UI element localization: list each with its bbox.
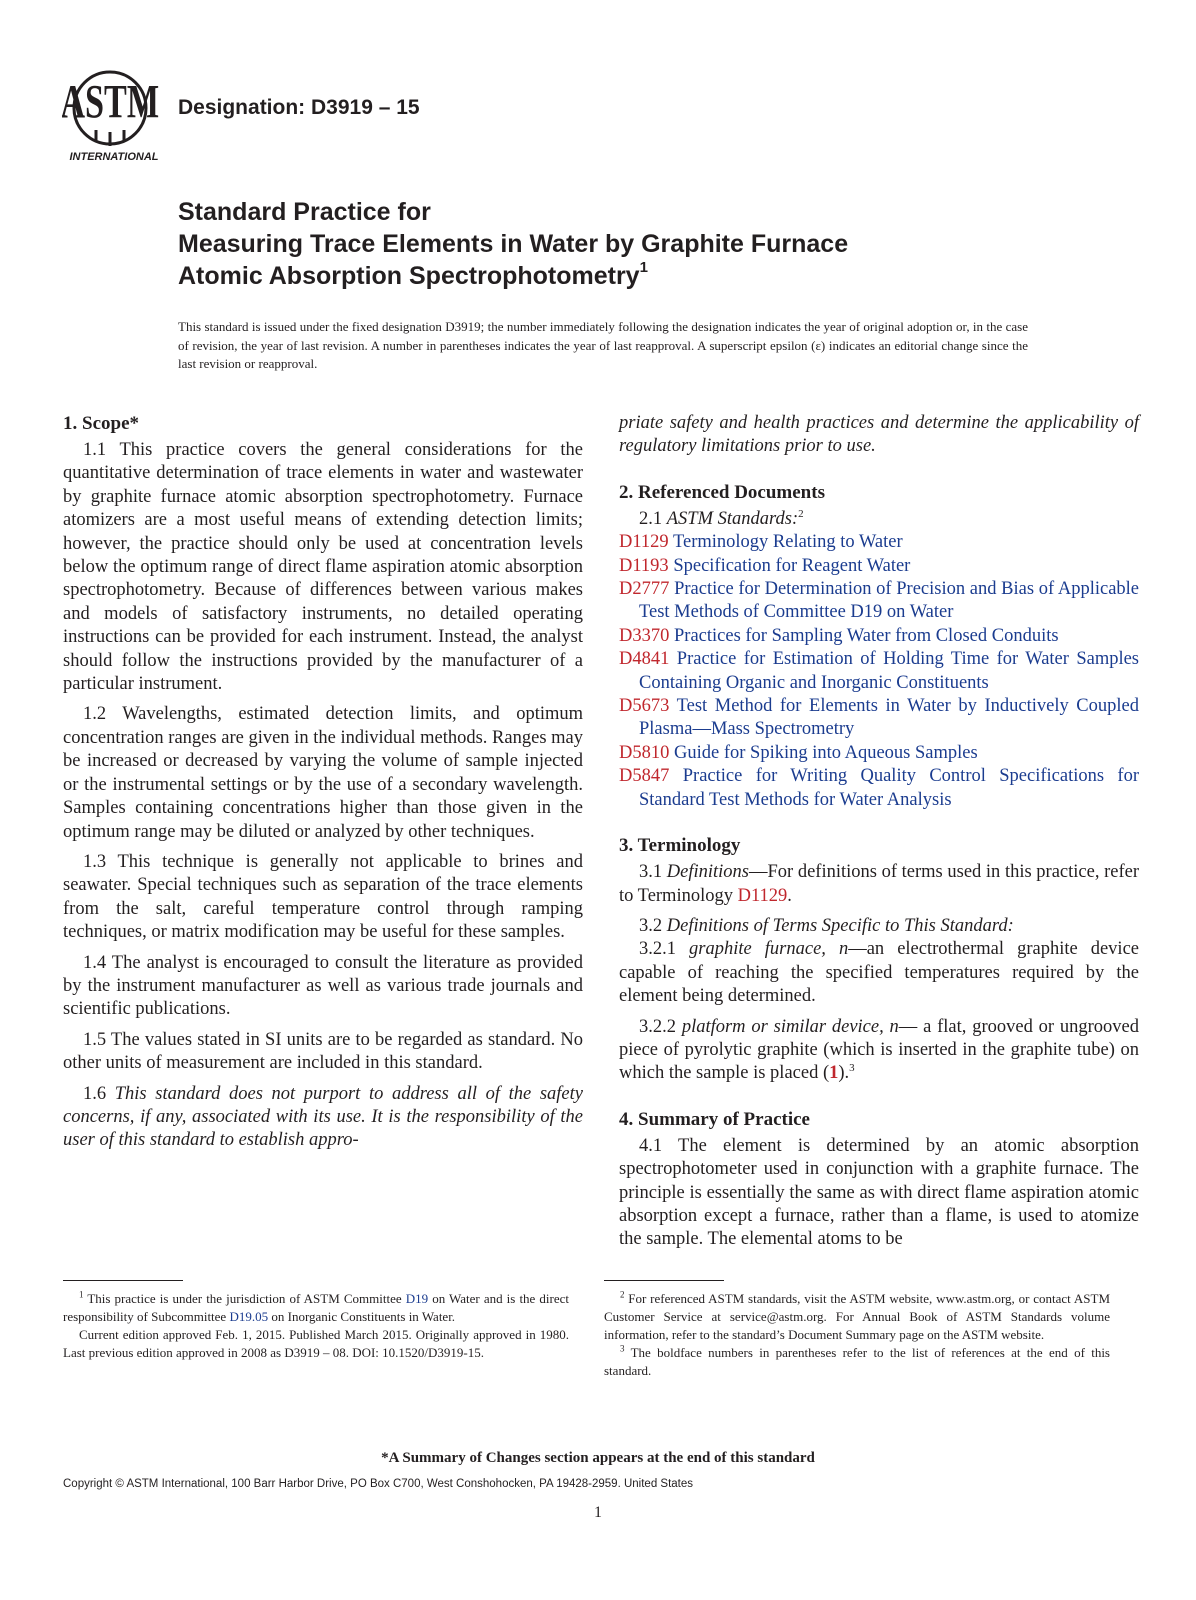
title-line-3: Atomic Absorption Spectrophotometry$^1$ xyxy=(178,259,648,290)
footnote-1: $^1$ This practice is under the jurisdiction of ASTM Committee D19 on Water and is the direct responsibility of Subcommittee D19.05 on Inorganic Constituents in Water. xyxy=(63,1289,569,1324)
title-line-1: Standard Practice for xyxy=(178,198,431,226)
reference-title-link[interactable]: Practices for Sampling Water from Closed Conduits xyxy=(674,625,1059,646)
title-footnote-mark[interactable]: 1 xyxy=(639,259,648,276)
reference-code-link[interactable]: D1193 xyxy=(619,555,669,576)
footnote-mark-2[interactable]: 2 xyxy=(798,507,804,520)
reference-code-link[interactable]: D5847 xyxy=(619,766,670,787)
section-3-heading: 3. Terminology xyxy=(619,835,741,857)
paragraph-1-4: 1.4 The analyst is encouraged to consult the literature as provided by the instrument manufacturer as well as various trade journals and scientific publications. xyxy=(63,952,583,1020)
left-column xyxy=(63,412,583,1153)
paragraph-1-3: 1.3 This technique is generally not applicable to brines and seawater. Special techniques such as separation of the trace elements from the salt, careful temperature control through ramping techniques, or matrix modification may be useful for these samples. xyxy=(63,851,583,943)
link-d1129[interactable]: D1129 xyxy=(737,885,788,906)
issue-note: This standard is issued under the fixed designation D3919; the number immediately following the designation indicates the year of original adoption or, in the case of revision, the year of last revision. A number in parentheses indicates the year of last reapproval. A superscript epsilon (ε) indicates an editorial change since the last revision or reapproval. xyxy=(178,319,1028,371)
document-title xyxy=(178,196,848,292)
footnote-mark-3[interactable]: 3 xyxy=(849,1062,855,1075)
paragraph-1-6-continued: priate safety and health practices and determine the applicability of regulatory limitations prior to use. xyxy=(619,413,1139,457)
paragraph-3-2-1: 3.2.1 graphite furnace, n—an electrothermal graphite device capable of reaching the specified temperatures required by the element being determined. xyxy=(619,939,1139,1007)
footnote-rule-right xyxy=(604,1280,724,1281)
right-column xyxy=(619,412,1139,1252)
reference-code-link[interactable]: D5810 xyxy=(619,742,670,763)
paragraph-2-1: 2.1 ASTM Standards:$^2$ xyxy=(639,507,804,529)
reference-title-link[interactable]: Practice for Determination of Precision and Bias of Applicable Test Methods of Committee D19 on Water xyxy=(639,579,1140,623)
paragraph-1-5: 1.5 The values stated in SI units are to be regarded as standard. No other units of measurement are included in this standard. xyxy=(63,1029,583,1074)
footnote-1-edition: Current edition approved Feb. 1, 2015. Published March 2015. Originally approved in 1980. Last previous edition approved in 2008 as D3919 – 08. DOI: 10.1520/D3919-15. xyxy=(63,1327,569,1360)
reference-list xyxy=(619,531,1139,812)
reference-code-link[interactable]: D4841 xyxy=(619,649,670,670)
title-line-2: Measuring Trace Elements in Water by Graphite Furnace xyxy=(178,230,849,258)
reference-item xyxy=(619,555,1139,578)
paragraph-3-2: 3.2 Definitions of Terms Specific to This Standard: xyxy=(639,915,1014,936)
reference-title-link[interactable]: Test Method for Elements in Water by Inductively Coupled Plasma—Mass Spectrometry xyxy=(639,696,1139,740)
designation: Designation: D3919 – 15 xyxy=(178,96,420,119)
reference-item xyxy=(619,695,1139,742)
page-number: 1 xyxy=(594,1504,602,1521)
reference-code-link[interactable]: D1129 xyxy=(619,532,669,553)
summary-of-changes-note: *A Summary of Changes section appears at the end of this standard xyxy=(381,1450,815,1466)
footnotes-left xyxy=(63,1290,569,1362)
section-1-heading: 1. Scope* xyxy=(63,413,139,434)
logo-subtext: INTERNATIONAL xyxy=(69,151,159,163)
reference-link-1[interactable]: 1 xyxy=(829,1063,839,1084)
logo-text: ASTM xyxy=(62,75,160,128)
reference-item xyxy=(619,531,1139,554)
section-4-heading: 4. Summary of Practice xyxy=(619,1108,810,1130)
reference-code-link[interactable]: D3370 xyxy=(619,625,670,646)
paragraph-3-1: 3.1 Definitions—For definitions of terms used in this practice, refer to Terminology D1129. xyxy=(619,862,1140,906)
reference-code-link[interactable]: D2777 xyxy=(619,579,670,600)
paragraph-1-1: 1.1 This practice covers the general considerations for the quantitative determination of trace elements in water and wastewater by graphite furnace atomic absorption spectrophotometry. Furnace atomizers are a most useful means of extending detection limits; however, the practice should only be used at concentration levels below the optimum range of direct flame aspiration atomic absorption spectrophotometry. Because of differences between various makes and models of satisfactory instruments, no detailed operating instructions can be provided for each instrument. Instead, the analyst should follow the instructions provided by the manufacturer of a particular instrument. xyxy=(63,440,583,695)
section-2-heading: 2. Referenced Documents xyxy=(619,481,825,503)
copyright-line: Copyright © ASTM International, 100 Barr Harbor Drive, PO Box C700, West Conshohocken, PA 19428-2959. United States xyxy=(63,1478,694,1490)
footnote-2: $^2$ For referenced ASTM standards, visit the ASTM website, www.astm.org, or contact ASTM Customer Service at service@astm.org. For Annual Book of ASTM Standards volume information, refer to the standard’s Document Summary page on the ASTM website. xyxy=(604,1289,1110,1342)
link-d19[interactable]: D19 xyxy=(405,1291,429,1306)
paragraph-1-2: 1.2 Wavelengths, estimated detection limits, and optimum concentration ranges are given in the individual methods. Ranges may be increased or decreased by varying the volume of sample injected or the instrumental settings or by the use of a secondary wavelength. Samples containing concentrations higher than those given in the optimum range may be diluted or analyzed by other techniques. xyxy=(63,704,583,842)
paragraph-3-2-2: 3.2.2 platform or similar device, n— a flat, grooved or ungrooved piece of pyrolytic graphite (which is inserted in the graphite tube) on which the sample is placed (1).$^3$ xyxy=(619,1016,1139,1084)
reference-title-link[interactable]: Specification for Reagent Water xyxy=(673,555,911,576)
reference-title-link[interactable]: Guide for Spiking into Aqueous Samples xyxy=(674,742,978,763)
reference-title-link[interactable]: Terminology Relating to Water xyxy=(672,532,903,553)
paragraph-4-1: 4.1 The element is determined by an atomic absorption spectrophotometer used in conjunction with a graphite furnace. The principle is essentially the same as with direct flame aspiration atomic absorption except a furnace, rather than a flame, is used to atomize the sample. The elemental atoms to be xyxy=(619,1135,1139,1250)
paragraph-1-6: 1.6 This standard does not purport to address all of the safety concerns, if any, associated with its use. It is the responsibility of the user of this standard to establish appro- xyxy=(63,1083,583,1151)
reference-item xyxy=(619,742,1139,765)
reference-item xyxy=(619,765,1139,812)
reference-item xyxy=(619,648,1139,695)
reference-item xyxy=(619,625,1139,648)
footnotes-right xyxy=(604,1290,1110,1380)
link-d19-05[interactable]: D19.05 xyxy=(229,1309,269,1324)
footnote-rule-left xyxy=(63,1280,183,1281)
reference-title-link[interactable]: Practice for Writing Quality Control Specifications for Standard Test Methods for Water Analysis xyxy=(639,766,1139,810)
astm-logo xyxy=(62,70,170,166)
reference-code-link[interactable]: D5673 xyxy=(619,696,670,717)
reference-title-link[interactable]: Practice for Estimation of Holding Time for Water Samples Containing Organic and Inorganic Constituents xyxy=(639,649,1140,693)
footnote-3: $^3$ The boldface numbers in parentheses refer to the list of references at the end of this standard. xyxy=(604,1343,1110,1378)
reference-item xyxy=(619,578,1139,625)
